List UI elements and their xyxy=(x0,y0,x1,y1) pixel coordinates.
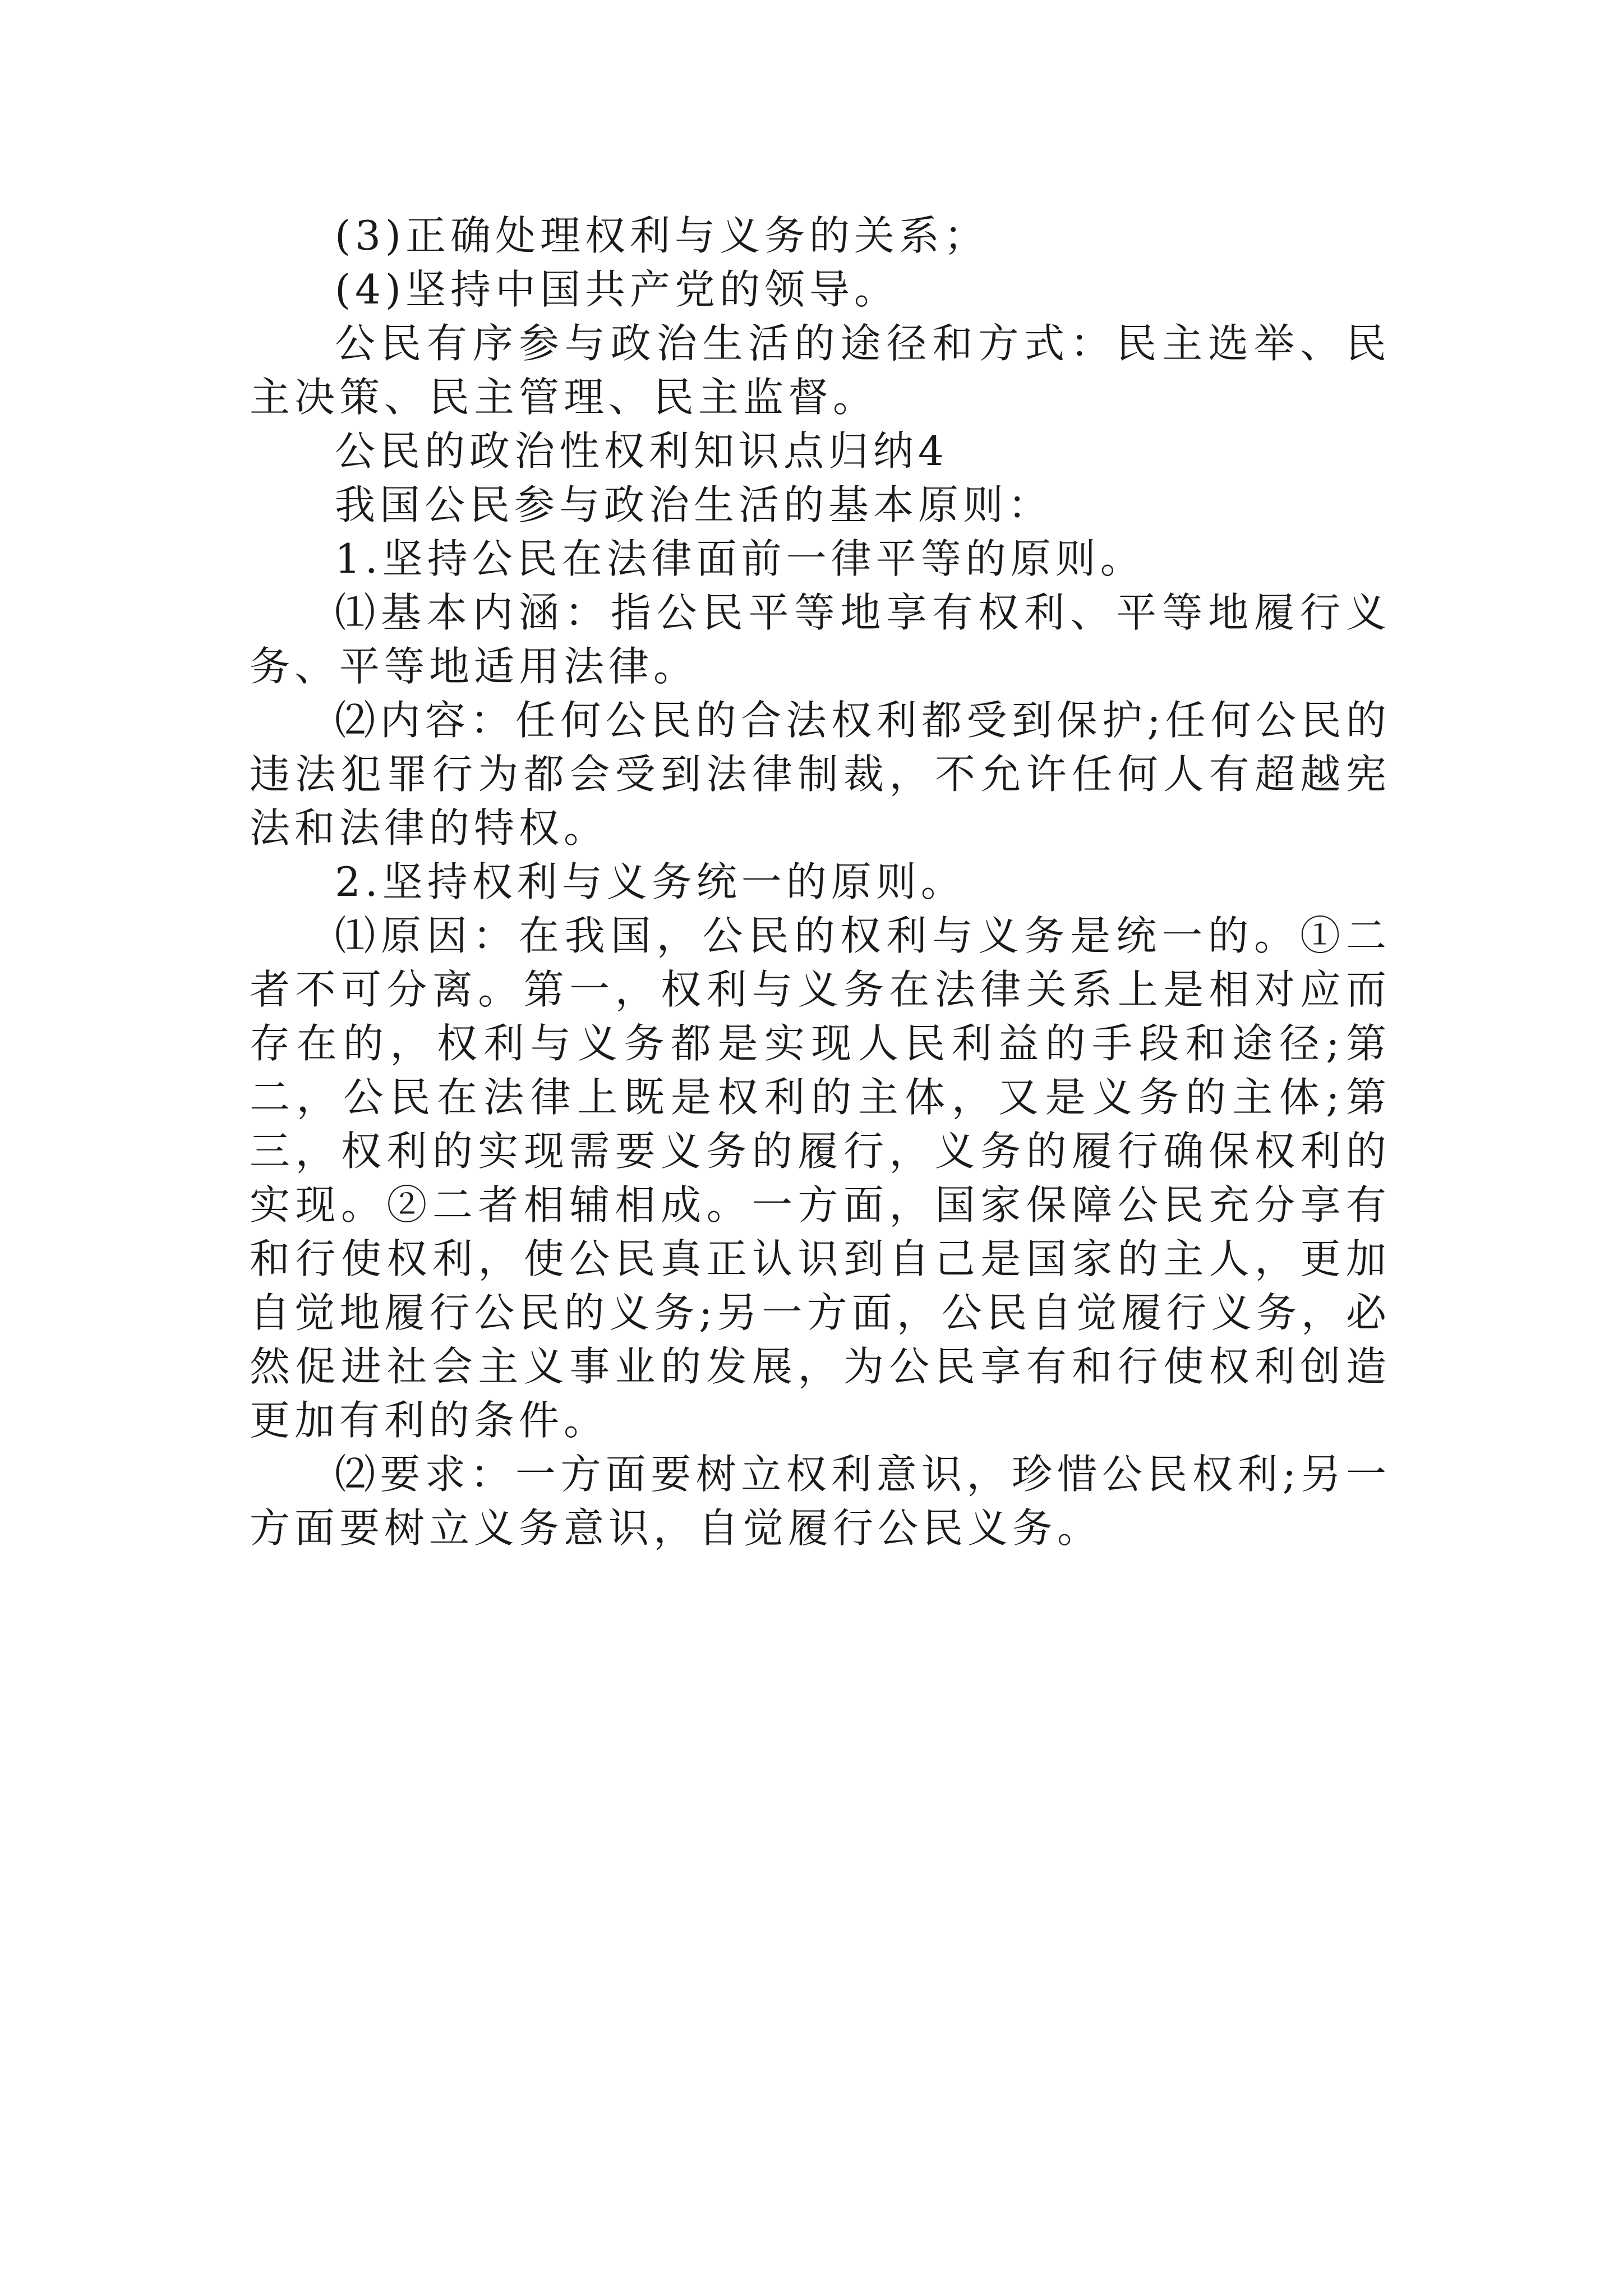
principle-2-requirement: ⑵要求：一方面要树立权利意识，珍惜公民权利;另一方面要树立义务意识，自觉履行公民义务。 xyxy=(250,1451,1391,1552)
principle-2-reason: ⑴原因：在我国，公民的权利与义务是统一的。①二者不可分离。第一，权利与义务在法律关系上是相对应而存在的，权利与义务都是实现人民利益的手段和途径;第二，公民在法律上既是权利的主体，又是义务的主体;第三，权利的实现需要义务的履行，义务的履行确保权利的实现。②二者相辅相成。一方面，国家保障公民充分享有和行使权利，使公民真正认识到自己是国家的主人，更加自觉地履行公民的义务;另一方面，公民自觉履行义务，必然促进社会主义事业的发展，为公民享有和行使权利创造更加有利的条件。 xyxy=(250,912,1391,1444)
principle-1-meaning: ⑴基本内涵：指公民平等地享有权利、平等地履行义务、平等地适用法律。 xyxy=(250,589,1391,690)
list-item-4: (4)坚持中国共产党的领导。 xyxy=(335,266,899,313)
document-body xyxy=(250,209,1391,1555)
participation-paragraph: 公民有序参与政治生活的途径和方式：民主选举、民主决策、民主管理、民主监督。 xyxy=(250,320,1391,421)
principles-intro: 我国公民参与政治生活的基本原则： xyxy=(335,481,1053,528)
section-heading: 公民的政治性权利知识点归纳4 xyxy=(335,427,948,475)
list-item-3: (3)正确处理权利与义务的关系； xyxy=(335,212,989,259)
principle-1-heading: 1.坚持公民在法律面前一律平等的原则。 xyxy=(335,535,1145,582)
principle-2-heading: 2.坚持权利与义务统一的原则。 xyxy=(335,858,966,905)
principle-1-content: ⑵内容：任何公民的合法权利都受到保护;任何公民的违法犯罪行为都会受到法律制裁，不允许任何人有超越宪法和法律的特权。 xyxy=(250,697,1391,852)
